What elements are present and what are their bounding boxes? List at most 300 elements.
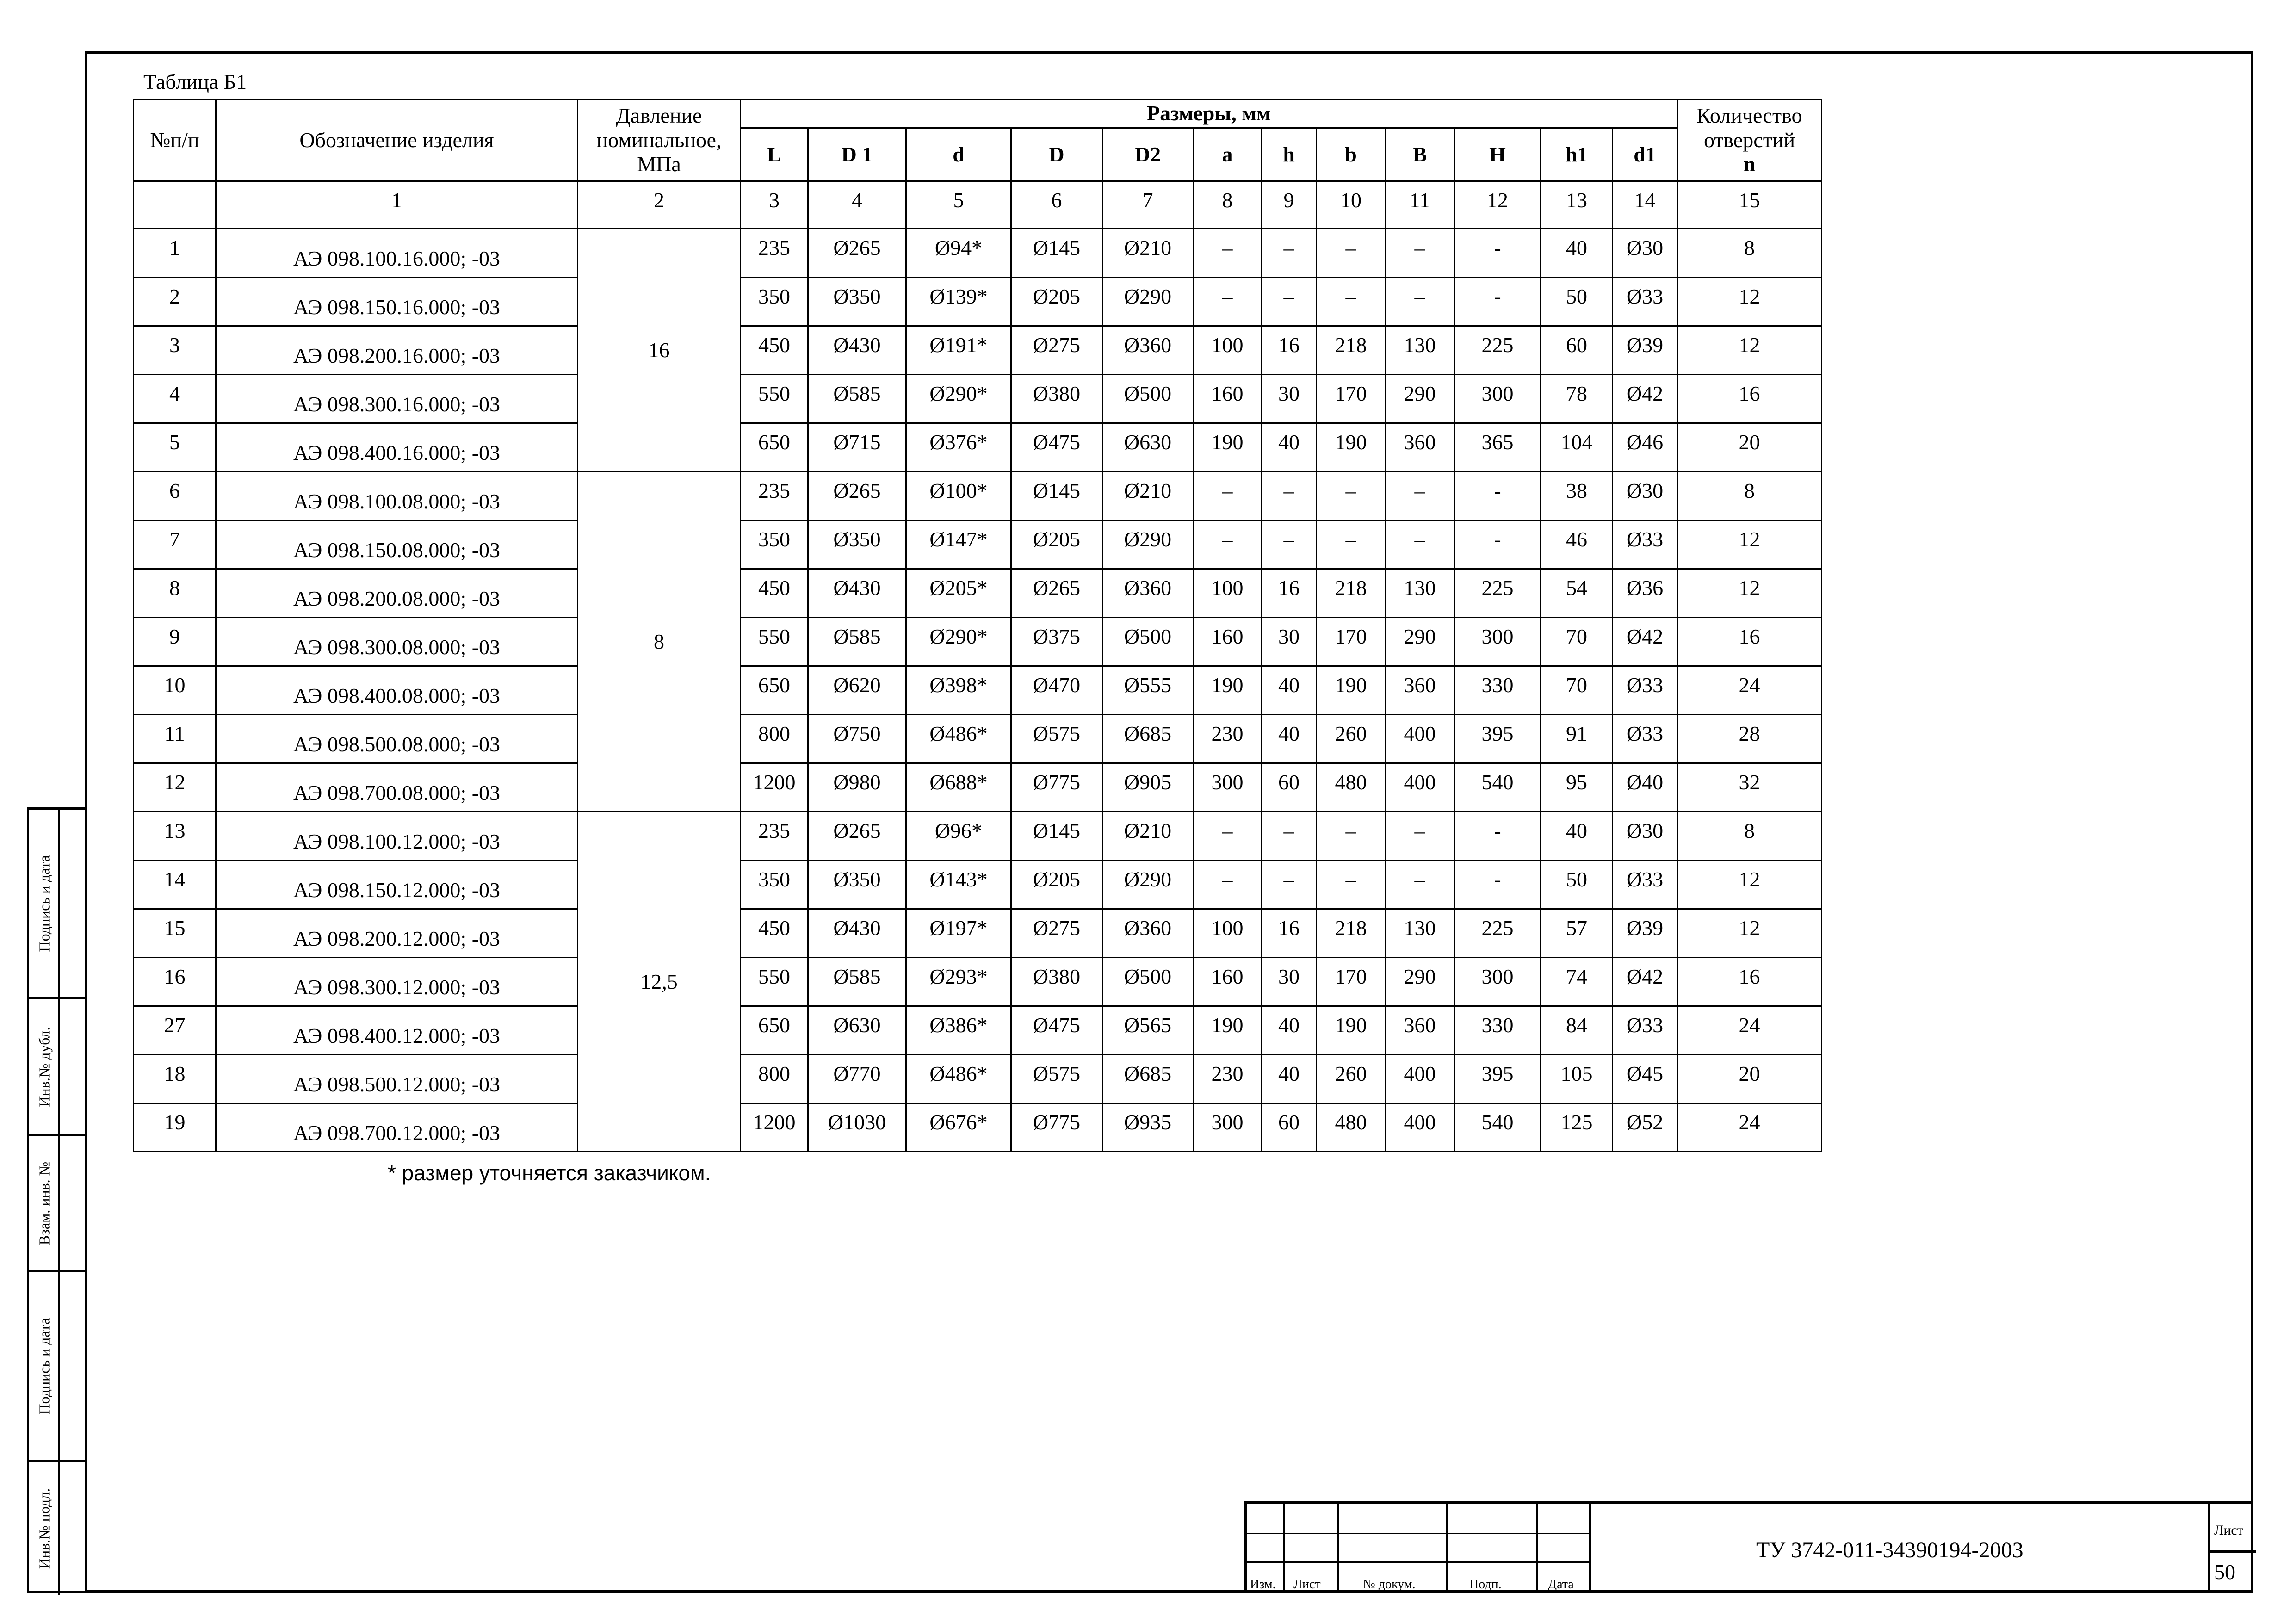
header-col-D2: D2 bbox=[1102, 128, 1194, 181]
value-cell: 218 bbox=[1317, 569, 1386, 618]
value-cell: Ø575 bbox=[1011, 715, 1102, 763]
value-cell: 360 bbox=[1386, 423, 1454, 472]
value-cell: 190 bbox=[1317, 423, 1386, 472]
side-cell bbox=[29, 1272, 85, 1462]
value-cell: – bbox=[1194, 812, 1262, 861]
value-cell: Ø685 bbox=[1102, 1055, 1194, 1103]
value-cell: Ø585 bbox=[808, 375, 906, 423]
header-col-B: B bbox=[1386, 128, 1454, 181]
column-number: 11 bbox=[1386, 181, 1454, 229]
value-cell: – bbox=[1262, 520, 1317, 569]
column-number: 14 bbox=[1613, 181, 1677, 229]
column-number-row bbox=[134, 181, 1822, 229]
side-cell bbox=[29, 999, 85, 1136]
value-cell: 12 bbox=[1677, 326, 1822, 375]
value-cell: Ø360 bbox=[1102, 909, 1194, 958]
table-row bbox=[134, 1006, 1822, 1055]
side-label: Подпись и дата bbox=[36, 1318, 53, 1415]
designation-cell: АЭ 098.100.12.000; -03 bbox=[216, 812, 578, 861]
value-cell: 125 bbox=[1541, 1103, 1613, 1152]
table-row bbox=[134, 1055, 1822, 1103]
value-cell: Ø555 bbox=[1102, 666, 1194, 715]
value-cell: – bbox=[1386, 278, 1454, 326]
side-stamp bbox=[27, 807, 85, 1593]
value-cell: 70 bbox=[1541, 666, 1613, 715]
value-cell: Ø45 bbox=[1613, 1055, 1677, 1103]
value-cell: 24 bbox=[1677, 1006, 1822, 1055]
value-cell: 235 bbox=[741, 472, 808, 520]
value-cell: 8 bbox=[1677, 472, 1822, 520]
designation-cell: АЭ 098.100.08.000; -03 bbox=[216, 472, 578, 520]
column-number: 9 bbox=[1262, 181, 1317, 229]
value-cell: 300 bbox=[1454, 958, 1541, 1006]
value-cell: Ø935 bbox=[1102, 1103, 1194, 1152]
designation-cell: АЭ 098.400.08.000; -03 bbox=[216, 666, 578, 715]
header-col-D1: D 1 bbox=[808, 128, 906, 181]
value-cell: Ø210 bbox=[1102, 472, 1194, 520]
sheet-label: Лист bbox=[2214, 1523, 2243, 1538]
row-number-cell: 13 bbox=[134, 812, 216, 861]
value-cell: 225 bbox=[1454, 326, 1541, 375]
value-cell: 16 bbox=[1677, 375, 1822, 423]
value-cell: 38 bbox=[1541, 472, 1613, 520]
value-cell: 78 bbox=[1541, 375, 1613, 423]
row-number-cell: 3 bbox=[134, 326, 216, 375]
value-cell: Ø905 bbox=[1102, 763, 1194, 812]
value-cell: Ø475 bbox=[1011, 423, 1102, 472]
value-cell: Ø630 bbox=[808, 1006, 906, 1055]
value-cell: 350 bbox=[741, 520, 808, 569]
header-holes-n: n bbox=[1743, 152, 1756, 176]
designation-cell: АЭ 098.400.12.000; -03 bbox=[216, 1006, 578, 1055]
value-cell: Ø33 bbox=[1613, 278, 1677, 326]
value-cell: – bbox=[1386, 812, 1454, 861]
value-cell: 8 bbox=[1677, 812, 1822, 861]
row-number-cell: 6 bbox=[134, 472, 216, 520]
value-cell: - bbox=[1454, 472, 1541, 520]
value-cell: Ø265 bbox=[808, 812, 906, 861]
value-cell: 550 bbox=[741, 958, 808, 1006]
value-cell: 480 bbox=[1317, 1103, 1386, 1152]
value-cell: 16 bbox=[1677, 618, 1822, 666]
value-cell: Ø585 bbox=[808, 958, 906, 1006]
value-cell: - bbox=[1454, 812, 1541, 861]
document-code: ТУ 3742-011-34390194-2003 bbox=[1756, 1538, 2024, 1562]
value-cell: Ø39 bbox=[1613, 909, 1677, 958]
value-cell: Ø205* bbox=[906, 569, 1011, 618]
value-cell: 225 bbox=[1454, 909, 1541, 958]
value-cell: 260 bbox=[1317, 715, 1386, 763]
value-cell: Ø36 bbox=[1613, 569, 1677, 618]
pressure-cell: 16 bbox=[578, 229, 741, 472]
value-cell: 450 bbox=[741, 326, 808, 375]
value-cell: 235 bbox=[741, 812, 808, 861]
header-row-top bbox=[134, 99, 1822, 128]
value-cell: 360 bbox=[1386, 666, 1454, 715]
row-number-cell: 18 bbox=[134, 1055, 216, 1103]
value-cell: Ø265 bbox=[808, 229, 906, 278]
column-number: 6 bbox=[1011, 181, 1102, 229]
value-cell: 40 bbox=[1262, 666, 1317, 715]
column-number: 2 bbox=[578, 181, 741, 229]
value-cell: Ø39 bbox=[1613, 326, 1677, 375]
value-cell: Ø398* bbox=[906, 666, 1011, 715]
value-cell: Ø380 bbox=[1011, 375, 1102, 423]
value-cell: 400 bbox=[1386, 1055, 1454, 1103]
stamp-label: Изм. bbox=[1250, 1577, 1276, 1592]
value-cell: Ø360 bbox=[1102, 569, 1194, 618]
value-cell: Ø470 bbox=[1011, 666, 1102, 715]
value-cell: Ø293* bbox=[906, 958, 1011, 1006]
table-row bbox=[134, 666, 1822, 715]
table-row bbox=[134, 1103, 1822, 1152]
value-cell: Ø715 bbox=[808, 423, 906, 472]
value-cell: Ø475 bbox=[1011, 1006, 1102, 1055]
designation-cell: АЭ 098.100.16.000; -03 bbox=[216, 229, 578, 278]
value-cell: - bbox=[1454, 520, 1541, 569]
value-cell: 290 bbox=[1386, 618, 1454, 666]
value-cell: 60 bbox=[1262, 763, 1317, 812]
value-cell: 40 bbox=[1541, 812, 1613, 861]
value-cell: – bbox=[1194, 472, 1262, 520]
column-number: 10 bbox=[1317, 181, 1386, 229]
value-cell: – bbox=[1386, 861, 1454, 909]
value-cell: 190 bbox=[1317, 1006, 1386, 1055]
dimensions-table bbox=[133, 99, 1822, 1152]
column-number: 3 bbox=[741, 181, 808, 229]
value-cell: 84 bbox=[1541, 1006, 1613, 1055]
header-col-d: d bbox=[906, 128, 1011, 181]
header-holes-label: Количество отверстий bbox=[1696, 103, 1802, 152]
value-cell: 218 bbox=[1317, 909, 1386, 958]
value-cell: Ø750 bbox=[808, 715, 906, 763]
value-cell: 20 bbox=[1677, 423, 1822, 472]
value-cell: 12 bbox=[1677, 569, 1822, 618]
value-cell: 50 bbox=[1541, 278, 1613, 326]
table-row bbox=[134, 229, 1822, 278]
value-cell: – bbox=[1194, 520, 1262, 569]
designation-cell: АЭ 098.700.08.000; -03 bbox=[216, 763, 578, 812]
value-cell: Ø145 bbox=[1011, 812, 1102, 861]
header-dims: Размеры, мм bbox=[741, 99, 1677, 128]
value-cell: Ø46 bbox=[1613, 423, 1677, 472]
designation-cell: АЭ 098.500.08.000; -03 bbox=[216, 715, 578, 763]
column-number: 12 bbox=[1454, 181, 1541, 229]
designation-cell: АЭ 098.150.16.000; -03 bbox=[216, 278, 578, 326]
value-cell: Ø350 bbox=[808, 520, 906, 569]
value-cell: 290 bbox=[1386, 375, 1454, 423]
column-number: 7 bbox=[1102, 181, 1194, 229]
value-cell: Ø565 bbox=[1102, 1006, 1194, 1055]
value-cell: 290 bbox=[1386, 958, 1454, 1006]
designation-cell: АЭ 098.150.12.000; -03 bbox=[216, 861, 578, 909]
column-number: 5 bbox=[906, 181, 1011, 229]
value-cell: 190 bbox=[1317, 666, 1386, 715]
value-cell: 12 bbox=[1677, 520, 1822, 569]
value-cell: 550 bbox=[741, 375, 808, 423]
header-col-a: a bbox=[1194, 128, 1262, 181]
table-row bbox=[134, 812, 1822, 861]
value-cell: 1200 bbox=[741, 1103, 808, 1152]
value-cell: 540 bbox=[1454, 1103, 1541, 1152]
value-cell: 16 bbox=[1262, 909, 1317, 958]
value-cell: 230 bbox=[1194, 1055, 1262, 1103]
row-number-cell: 14 bbox=[134, 861, 216, 909]
value-cell: Ø770 bbox=[808, 1055, 906, 1103]
value-cell: Ø375 bbox=[1011, 618, 1102, 666]
value-cell: Ø197* bbox=[906, 909, 1011, 958]
value-cell: – bbox=[1317, 278, 1386, 326]
value-cell: Ø360 bbox=[1102, 326, 1194, 375]
value-cell: Ø265 bbox=[1011, 569, 1102, 618]
value-cell: 130 bbox=[1386, 569, 1454, 618]
row-number-cell: 9 bbox=[134, 618, 216, 666]
value-cell: 330 bbox=[1454, 666, 1541, 715]
value-cell: 300 bbox=[1194, 763, 1262, 812]
value-cell: – bbox=[1262, 472, 1317, 520]
value-cell: Ø630 bbox=[1102, 423, 1194, 472]
column-number: 13 bbox=[1541, 181, 1613, 229]
value-cell: Ø100* bbox=[906, 472, 1011, 520]
table-caption: Таблица Б1 bbox=[143, 70, 247, 93]
value-cell: 74 bbox=[1541, 958, 1613, 1006]
value-cell: – bbox=[1194, 861, 1262, 909]
designation-cell: АЭ 098.200.16.000; -03 bbox=[216, 326, 578, 375]
value-cell: 260 bbox=[1317, 1055, 1386, 1103]
value-cell: 60 bbox=[1541, 326, 1613, 375]
value-cell: Ø290* bbox=[906, 618, 1011, 666]
header-col-b: b bbox=[1317, 128, 1386, 181]
value-cell: Ø575 bbox=[1011, 1055, 1102, 1103]
value-cell: 170 bbox=[1317, 375, 1386, 423]
row-number-cell: 10 bbox=[134, 666, 216, 715]
sheet-number: 50 bbox=[2214, 1560, 2235, 1584]
value-cell: Ø205 bbox=[1011, 278, 1102, 326]
side-cell bbox=[29, 810, 85, 999]
column-number: 4 bbox=[808, 181, 906, 229]
column-number: 1 bbox=[216, 181, 578, 229]
value-cell: Ø430 bbox=[808, 909, 906, 958]
value-cell: Ø430 bbox=[808, 569, 906, 618]
value-cell: – bbox=[1386, 472, 1454, 520]
value-cell: 300 bbox=[1194, 1103, 1262, 1152]
value-cell: 105 bbox=[1541, 1055, 1613, 1103]
value-cell: 40 bbox=[1262, 715, 1317, 763]
value-cell: 400 bbox=[1386, 1103, 1454, 1152]
value-cell: Ø350 bbox=[808, 861, 906, 909]
value-cell: Ø1030 bbox=[808, 1103, 906, 1152]
value-cell: Ø486* bbox=[906, 715, 1011, 763]
value-cell: 800 bbox=[741, 1055, 808, 1103]
value-cell: 190 bbox=[1194, 1006, 1262, 1055]
value-cell: Ø139* bbox=[906, 278, 1011, 326]
value-cell: Ø143* bbox=[906, 861, 1011, 909]
value-cell: 40 bbox=[1262, 423, 1317, 472]
value-cell: 70 bbox=[1541, 618, 1613, 666]
value-cell: 450 bbox=[741, 569, 808, 618]
value-cell: Ø430 bbox=[808, 326, 906, 375]
side-label: Инв.№ дубл. bbox=[36, 1026, 53, 1107]
value-cell: 360 bbox=[1386, 1006, 1454, 1055]
value-cell: Ø30 bbox=[1613, 229, 1677, 278]
value-cell: 235 bbox=[741, 229, 808, 278]
row-number-cell: 7 bbox=[134, 520, 216, 569]
value-cell: – bbox=[1317, 812, 1386, 861]
value-cell: 24 bbox=[1677, 1103, 1822, 1152]
table-row bbox=[134, 715, 1822, 763]
value-cell: 40 bbox=[1262, 1006, 1317, 1055]
header-col-h1: h1 bbox=[1541, 128, 1613, 181]
designation-cell: АЭ 098.300.08.000; -03 bbox=[216, 618, 578, 666]
value-cell: Ø275 bbox=[1011, 909, 1102, 958]
value-cell: Ø585 bbox=[808, 618, 906, 666]
designation-cell: АЭ 098.500.12.000; -03 bbox=[216, 1055, 578, 1103]
value-cell: 365 bbox=[1454, 423, 1541, 472]
header-col-h: h bbox=[1262, 128, 1317, 181]
value-cell: 350 bbox=[741, 861, 808, 909]
value-cell: 170 bbox=[1317, 958, 1386, 1006]
value-cell: 8 bbox=[1677, 229, 1822, 278]
value-cell: 550 bbox=[741, 618, 808, 666]
value-cell: 100 bbox=[1194, 326, 1262, 375]
value-cell: Ø30 bbox=[1613, 472, 1677, 520]
value-cell: Ø290 bbox=[1102, 520, 1194, 569]
value-cell: 395 bbox=[1454, 1055, 1541, 1103]
value-cell: Ø500 bbox=[1102, 375, 1194, 423]
value-cell: 30 bbox=[1262, 958, 1317, 1006]
row-number-cell: 5 bbox=[134, 423, 216, 472]
row-number-cell: 27 bbox=[134, 1006, 216, 1055]
table-row bbox=[134, 763, 1822, 812]
value-cell: Ø191* bbox=[906, 326, 1011, 375]
value-cell: Ø775 bbox=[1011, 763, 1102, 812]
title-block bbox=[1244, 1501, 2253, 1593]
value-cell: Ø96* bbox=[906, 812, 1011, 861]
value-cell: Ø42 bbox=[1613, 618, 1677, 666]
value-cell: 1200 bbox=[741, 763, 808, 812]
row-number-cell: 15 bbox=[134, 909, 216, 958]
side-label: Инв.№ подл. bbox=[36, 1488, 53, 1569]
header-num: №п/п bbox=[134, 99, 216, 181]
value-cell: 54 bbox=[1541, 569, 1613, 618]
value-cell: Ø94* bbox=[906, 229, 1011, 278]
value-cell: Ø145 bbox=[1011, 229, 1102, 278]
value-cell: Ø33 bbox=[1613, 715, 1677, 763]
header-pressure: Давление номинальное, МПа bbox=[578, 99, 741, 181]
value-cell: Ø205 bbox=[1011, 861, 1102, 909]
side-cell bbox=[29, 1462, 85, 1595]
table-row bbox=[134, 326, 1822, 375]
value-cell: 16 bbox=[1262, 569, 1317, 618]
value-cell: – bbox=[1262, 812, 1317, 861]
value-cell: Ø33 bbox=[1613, 520, 1677, 569]
value-cell: 32 bbox=[1677, 763, 1822, 812]
header-holes bbox=[1677, 99, 1822, 181]
value-cell: Ø676* bbox=[906, 1103, 1011, 1152]
value-cell: 40 bbox=[1541, 229, 1613, 278]
value-cell: 300 bbox=[1454, 375, 1541, 423]
value-cell: 650 bbox=[741, 1006, 808, 1055]
value-cell: 400 bbox=[1386, 763, 1454, 812]
value-cell: - bbox=[1454, 861, 1541, 909]
designation-cell: АЭ 098.200.08.000; -03 bbox=[216, 569, 578, 618]
column-number: 15 bbox=[1677, 181, 1822, 229]
table-row bbox=[134, 861, 1822, 909]
value-cell: – bbox=[1317, 229, 1386, 278]
value-cell: Ø33 bbox=[1613, 666, 1677, 715]
value-cell: 170 bbox=[1317, 618, 1386, 666]
value-cell: 230 bbox=[1194, 715, 1262, 763]
value-cell: 104 bbox=[1541, 423, 1613, 472]
value-cell: 650 bbox=[741, 666, 808, 715]
value-cell: Ø205 bbox=[1011, 520, 1102, 569]
value-cell: 100 bbox=[1194, 909, 1262, 958]
value-cell: Ø145 bbox=[1011, 472, 1102, 520]
value-cell: Ø275 bbox=[1011, 326, 1102, 375]
value-cell: Ø380 bbox=[1011, 958, 1102, 1006]
value-cell: 130 bbox=[1386, 909, 1454, 958]
table-row bbox=[134, 618, 1822, 666]
value-cell: Ø980 bbox=[808, 763, 906, 812]
value-cell: 400 bbox=[1386, 715, 1454, 763]
value-cell: - bbox=[1454, 229, 1541, 278]
value-cell: – bbox=[1262, 861, 1317, 909]
value-cell: Ø290 bbox=[1102, 861, 1194, 909]
stamp-label: Лист bbox=[1293, 1577, 1321, 1592]
stamp-label: Подп. bbox=[1469, 1577, 1502, 1592]
side-label: Подпись и дата bbox=[36, 855, 53, 952]
value-cell: 30 bbox=[1262, 375, 1317, 423]
value-cell: 50 bbox=[1541, 861, 1613, 909]
value-cell: 130 bbox=[1386, 326, 1454, 375]
column-number bbox=[134, 181, 216, 229]
table-row bbox=[134, 472, 1822, 520]
designation-cell: АЭ 098.300.12.000; -03 bbox=[216, 958, 578, 1006]
value-cell: Ø350 bbox=[808, 278, 906, 326]
value-cell: 160 bbox=[1194, 958, 1262, 1006]
table-row bbox=[134, 423, 1822, 472]
value-cell: Ø688* bbox=[906, 763, 1011, 812]
value-cell: 800 bbox=[741, 715, 808, 763]
value-cell: – bbox=[1317, 520, 1386, 569]
row-number-cell: 1 bbox=[134, 229, 216, 278]
table-row bbox=[134, 958, 1822, 1006]
value-cell: Ø775 bbox=[1011, 1103, 1102, 1152]
table-row bbox=[134, 909, 1822, 958]
stamp-label: № докум. bbox=[1363, 1577, 1416, 1592]
value-cell: Ø52 bbox=[1613, 1103, 1677, 1152]
value-cell: 160 bbox=[1194, 375, 1262, 423]
value-cell: 100 bbox=[1194, 569, 1262, 618]
value-cell: 300 bbox=[1454, 618, 1541, 666]
table-row bbox=[134, 375, 1822, 423]
value-cell: Ø210 bbox=[1102, 229, 1194, 278]
value-cell: 30 bbox=[1262, 618, 1317, 666]
value-cell: Ø33 bbox=[1613, 861, 1677, 909]
value-cell: – bbox=[1262, 278, 1317, 326]
value-cell: 480 bbox=[1317, 763, 1386, 812]
value-cell: – bbox=[1194, 278, 1262, 326]
value-cell: Ø147* bbox=[906, 520, 1011, 569]
row-number-cell: 16 bbox=[134, 958, 216, 1006]
value-cell: Ø30 bbox=[1613, 812, 1677, 861]
value-cell: 12 bbox=[1677, 909, 1822, 958]
value-cell: 16 bbox=[1262, 326, 1317, 375]
value-cell: 190 bbox=[1194, 666, 1262, 715]
value-cell: Ø42 bbox=[1613, 375, 1677, 423]
value-cell: Ø500 bbox=[1102, 618, 1194, 666]
designation-cell: АЭ 098.700.12.000; -03 bbox=[216, 1103, 578, 1152]
